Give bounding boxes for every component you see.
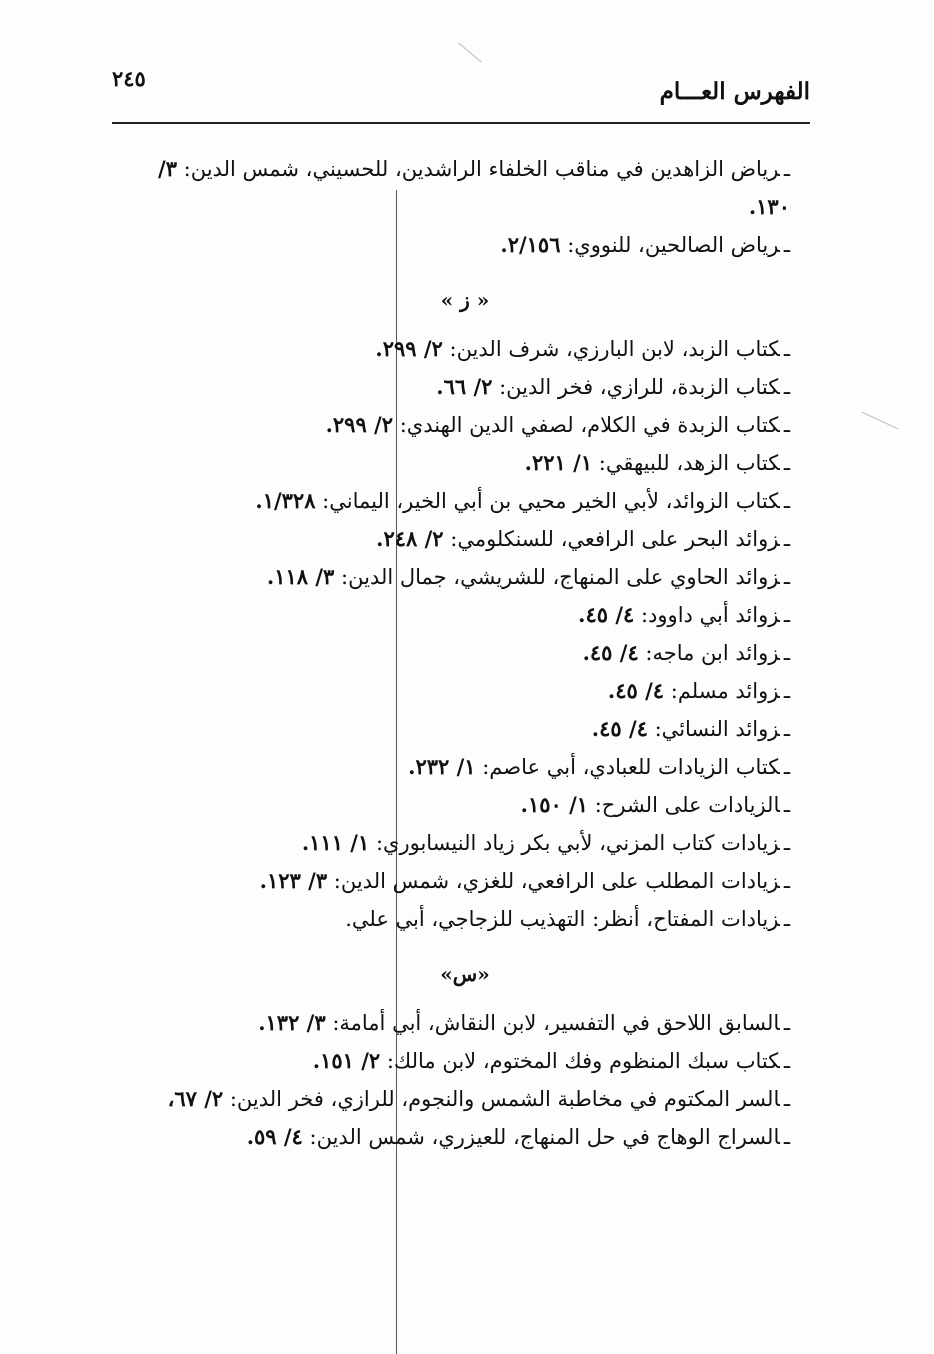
index-entry	[130, 900, 790, 938]
entry-volume-page-ref: ٢/ ٦٧،	[167, 1086, 224, 1111]
entry-title: زوائد أبي داوود:	[640, 603, 780, 627]
section-letter-heading: « ز »	[440, 288, 490, 312]
entry-title: السراج الوهاج في حل المنهاج، للعيزري، شمس الدين:	[309, 1125, 780, 1149]
index-entry	[130, 786, 790, 824]
entry-volume-page-ref: ٣/ ١٣٠.	[158, 156, 790, 219]
header-rule	[112, 122, 810, 124]
index-entry	[130, 824, 790, 862]
entry-bullet: ـ	[783, 603, 790, 627]
index-entry	[130, 226, 790, 264]
entry-title: كتاب الزبد، لابن البارزي، شرف الدين:	[449, 337, 780, 361]
entry-bullet: ـ	[783, 869, 790, 893]
scan-artifact	[862, 412, 899, 430]
entry-bullet: ـ	[783, 907, 790, 931]
entry-title: زيادات كتاب المزني، لأبي بكر زياد النيسابوري:	[375, 831, 780, 855]
entry-title: كتاب الزيادات للعبادي، أبي عاصم:	[482, 755, 780, 779]
entry-title: زوائد ابن ماجه:	[645, 641, 780, 665]
entry-title: زوائد مسلم:	[670, 679, 780, 703]
entry-bullet: ـ	[783, 831, 790, 855]
entry-bullet: ـ	[783, 337, 790, 361]
entry-volume-page-ref: ٤/ ٤٥.	[578, 602, 635, 627]
index-entry	[130, 710, 790, 748]
entry-title: زيادات المطلب على الرافعي، للغزي، شمس الدين:	[333, 869, 780, 893]
entry-volume-page-ref: ٢/ ٢٤٨.	[376, 526, 444, 551]
index-entry	[130, 596, 790, 634]
entry-title: رياض الزاهدين في مناقب الخلفاء الراشدين، للحسيني، شمس الدين:	[183, 157, 780, 181]
entry-volume-page-ref: ٢/ ٢٩٩.	[325, 412, 394, 437]
entry-bullet: ـ	[783, 157, 790, 181]
entry-bullet: ـ	[783, 375, 790, 399]
index-entry	[130, 482, 790, 520]
entry-title: زوائد النسائي:	[654, 717, 780, 741]
entry-title: السر المكتوم في مخاطبة الشمس والنجوم، للرازي، فخر الدين:	[229, 1087, 780, 1111]
entry-title: زوائد البحر على الرافعي، للسنكلومي:	[450, 527, 780, 551]
index-entries	[130, 150, 790, 1156]
entry-volume-page-ref: ٤/ ٤٥.	[591, 716, 648, 741]
scan-artifact	[458, 42, 482, 62]
entry-volume-page-ref: ٢/١٥٦.	[500, 232, 561, 257]
entry-bullet: ـ	[783, 641, 790, 665]
page-header	[112, 66, 810, 122]
entry-bullet: ـ	[783, 1087, 790, 1111]
entry-title: كتاب الزبدة، للرازي، فخر الدين:	[499, 375, 780, 399]
entry-volume-page-ref: ٣/ ١٣٢.	[258, 1010, 326, 1035]
entry-title: الزيادات على الشرح:	[594, 793, 780, 817]
entry-bullet: ـ	[783, 565, 790, 589]
entry-volume-page-ref: ١/ ١٥٠.	[520, 792, 589, 817]
index-entry	[130, 748, 790, 786]
running-title: الفهرس العـــام	[659, 78, 810, 105]
page-number: ٢٤٥	[112, 66, 146, 91]
entry-volume-page-ref: ٢/ ١٥١.	[312, 1048, 381, 1073]
index-entry	[130, 862, 790, 900]
entry-bullet: ـ	[783, 413, 790, 437]
entry-bullet: ـ	[783, 1049, 790, 1073]
entry-title: كتاب الزبدة في الكلام، لصفي الدين الهندي:	[399, 413, 780, 437]
entry-title: كتاب الزوائد، لأبي الخير محيي بن أبي الخير، اليماني:	[322, 489, 780, 513]
entry-volume-page-ref: ١/ ٢٣٢.	[408, 754, 476, 779]
entry-title: زيادات المفتاح، أنظر: التهذيب للزجاجي، أبي علي.	[345, 907, 780, 931]
entry-bullet: ـ	[783, 489, 790, 513]
index-entry	[130, 1004, 790, 1042]
entry-volume-page-ref: ٤/ ٤٥.	[607, 678, 665, 703]
entry-volume-page-ref: ١/ ٢٢١.	[524, 450, 593, 475]
entry-volume-page-ref: ٤/ ٤٥.	[582, 640, 639, 665]
entry-bullet: ـ	[783, 527, 790, 551]
entry-bullet: ـ	[783, 793, 790, 817]
entry-title: زوائد الحاوي على المنهاج، للشريشي، جمال الدين:	[341, 565, 780, 589]
entry-volume-page-ref: ٤/ ٥٩.	[246, 1124, 303, 1149]
entry-bullet: ـ	[783, 717, 790, 741]
index-entry	[130, 330, 790, 368]
index-entry	[130, 520, 790, 558]
entry-volume-page-ref: ١/٣٢٨.	[255, 488, 316, 513]
entry-title: رياض الصالحين، للنووي:	[567, 233, 780, 257]
entry-title: كتاب سبك المنظوم وفك المختوم، لابن مالك:	[386, 1049, 780, 1073]
entry-volume-page-ref: ٣/ ١١٨.	[266, 564, 335, 589]
entry-title: كتاب الزهد، للبيهقي:	[598, 451, 780, 475]
entry-bullet: ـ	[783, 679, 790, 703]
index-entry	[130, 444, 790, 482]
index-entry	[130, 150, 790, 226]
entry-volume-page-ref: ١/ ١١١.	[301, 830, 370, 855]
entry-title: السابق اللاحق في التفسير، لابن النقاش، أبي أمامة:	[332, 1011, 780, 1035]
section-letter-heading: «س»	[440, 962, 490, 986]
index-entry	[130, 1118, 790, 1156]
entry-volume-page-ref: ٢/ ٢٩٩.	[375, 336, 443, 361]
entry-volume-page-ref: ٢/ ٦٦.	[436, 374, 493, 399]
index-entry	[130, 672, 790, 710]
entry-bullet: ـ	[783, 233, 790, 257]
index-entry	[130, 634, 790, 672]
index-entry	[130, 406, 790, 444]
index-entry	[130, 1080, 790, 1118]
index-entry	[130, 368, 790, 406]
index-entry	[130, 558, 790, 596]
entry-bullet: ـ	[783, 1011, 790, 1035]
entry-bullet: ـ	[783, 755, 790, 779]
index-entry	[130, 1042, 790, 1080]
entry-volume-page-ref: ٣/ ١٢٣.	[259, 868, 328, 893]
entry-bullet: ـ	[783, 1125, 790, 1149]
entry-bullet: ـ	[783, 451, 790, 475]
